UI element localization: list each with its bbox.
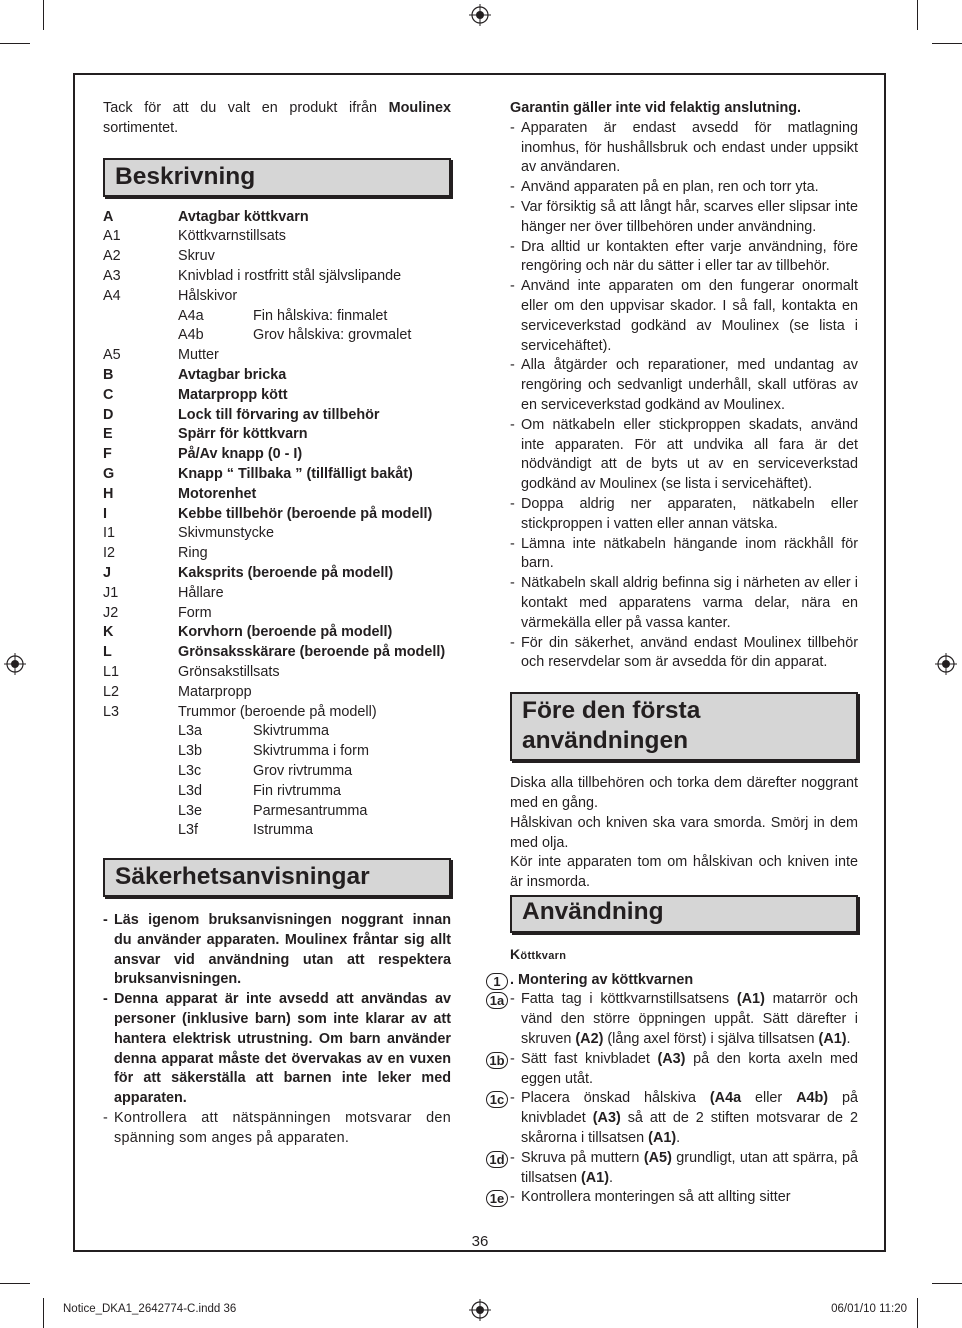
garanti-item: - Nätkabeln skall aldrig befinna sig i närheten av eller i kontakt med apparatens varma delar, nära en värmekälla eller på vassa kanter. [510,575,858,631]
part-key: L3 [103,703,120,720]
steps-list [489,990,859,1208]
part-row [103,227,451,247]
part-row [103,643,451,663]
part-label: Skivtrumma [253,723,329,740]
garanti-item: - Dra alltid ur kontakten efter varje användning, före rengöring och när du sätter i eller tar av tillbehör. [510,238,858,275]
garanti-item: - Använd inte apparaten om den fungerar onormalt eller om den uppvisar skador. I så fall, kontakta en serviceverkstad godkänd av Moulinex (se lista i servicehäftet). [510,278,858,354]
safety-item: - Läs igenom bruksanvisningen noggrant innan du använder apparaten. Moulinex fråntar sig allt ansvar vid användning utan att respektera bruksanvisningen. [103,912,451,988]
part-row [103,247,451,267]
part-row [103,683,451,703]
step-1-heading: 1 . Montering av köttkvarnen [510,971,858,991]
part-row [103,287,451,307]
part-row [103,623,451,643]
part-row [103,663,451,683]
part-label: Skruv [178,248,215,265]
part-row [103,564,451,584]
crop-mark [0,1283,30,1284]
part-label: Korvhorn (beroende på modell) [178,624,393,641]
part-key: J2 [103,604,119,621]
part-label: Trummor (beroende på modell) [178,703,377,720]
registration-mark-icon [935,653,957,675]
part-row [103,703,451,723]
part-row [103,307,451,327]
part-label: Kaksprits (beroende på modell) [178,564,394,581]
part-key: A4 [103,287,121,304]
part-row [103,386,451,406]
section-title-fore: Före den första användningen [510,692,858,761]
part-key: L3b [178,743,203,760]
part-label: Grov rivtrumma [253,762,353,779]
section-title-sakerhet: Säkerhetsanvisningar [103,858,451,897]
part-label: Avtagbar bricka [178,366,287,383]
part-row [103,406,451,426]
part-label: Grönsaksskärare (beroende på modell) [178,644,446,661]
part-key: L [103,644,112,661]
part-key: L2 [103,683,120,700]
part-key: F [103,446,112,463]
part-key: A4b [178,327,204,344]
part-key: L3e [178,802,203,819]
part-label: Grönsakstillsats [178,663,280,680]
part-label: På/Av knapp (0 - I) [178,446,303,463]
part-key: I [103,505,107,522]
part-label: Avtagbar köttkvarn [178,208,309,225]
part-row [103,782,451,802]
step-badge: 1d [486,1151,508,1168]
left-column [103,99,451,1149]
part-key: B [103,366,114,383]
part-key: A3 [103,267,121,284]
part-row [103,465,451,485]
step-badge: 1c [486,1091,508,1108]
part-row [103,802,451,822]
step-item: 1e - Kontrollera monteringen så att allting sitter [510,1188,858,1208]
part-key: A [103,208,114,225]
garanti-item: - För din säkerhet, använd endast Moulinex tillbehör och reservdelar som är avsedda för din apparat. [510,634,858,671]
crop-mark [917,0,918,30]
safety-item: - Denna apparat är inte avsedd att användas av personer (inklusive barn) som inte klarar av att hantera elektrisk utrustning. Om barn använder denna apparat måste det övervakas av en vuxen för att säkerställa att barnen inte leker med apparaten. [103,991,451,1107]
part-label: Lock till förvaring av tillbehör [178,406,380,423]
fore-text: Diska alla tillbehören och torka dem därefter noggrant med en gång. Hålskivan och kniven ska vara smorda. Smörj in dem med olja. Kör inte apparaten tom om hålskivan och kniven inte är insmorda. [510,775,858,891]
part-label: Fin hålskiva: finmalet [253,307,388,324]
part-key: H [103,485,114,502]
crop-mark [932,1283,962,1284]
step-item: 1b - Sätt fast knivbladet (A3) på den korta axeln med eggen utåt. [510,1050,858,1090]
step-badge: 1a [486,992,508,1009]
part-label: Fin rivtrumma [253,782,341,799]
garanti-list [510,119,858,673]
garanti-item: - Doppa aldrig ner apparaten, nätkabeln eller stickproppen i vatten eller annan vätska. [510,495,858,532]
part-key: C [103,386,114,403]
part-row [103,584,451,604]
part-row [103,604,451,624]
part-label: Kebbe tillbehör (beroende på modell) [178,505,433,522]
part-label: Matarpropp [178,683,252,700]
garanti-item: - Om nätkabeln eller stickproppen skadats, använd inte apparaten. För att undvika all fara är det nödvändigt att de byts ut av en serviceverkstad godkänd av Moulinex (se lista i servicehäftet). [510,416,858,493]
section-title-anvandning: Användning [510,895,858,933]
part-label: Parmesantrumma [253,802,368,819]
part-key: L1 [103,663,120,680]
crop-mark [0,43,30,44]
part-row [103,762,451,782]
part-key: L3a [178,723,203,740]
crop-mark [43,0,44,30]
part-label: Motorenhet [178,485,257,502]
crop-mark [43,1298,44,1328]
part-label: Mutter [178,347,219,364]
part-row [103,346,451,366]
part-row [103,505,451,525]
part-row [103,485,451,505]
part-label: Köttkvarnstillsats [178,228,286,245]
step-item: 1a - Fatta tag i köttkvarnstillsatsens (A1) matarrör och vänd den större öppningen uppåt. Sätt därefter i skruven (A2) (lång axel först) i själva tillsatsen (A1). [510,990,858,1049]
step-badge: 1b [486,1052,508,1069]
part-label: Form [178,604,212,621]
step-badge: 1 [486,973,508,990]
garanti-item: - Lämna inte nätkabeln hängande inom räckhåll för barn. [510,535,858,572]
section-title-beskrivning: Beskrivning [103,158,451,197]
part-label: Spärr för köttkvarn [178,426,308,443]
safety-item: - Kontrollera att nätspänningen motsvarar den spänning som anges på apparaten. [103,1110,451,1146]
part-row [103,524,451,544]
part-label: Istrumma [253,822,313,839]
step-item: 1c - Placera önskad hålskiva (A4a eller A4b) på knivbladet (A3) så att de 2 stiften motsvarar de 2 skårorna i tillsatsen (A1). [510,1089,858,1148]
part-label: Ring [178,545,208,562]
part-key: E [103,426,113,443]
part-row [103,544,451,564]
parts-list [103,208,451,842]
footer-date: 06/01/10 11:20 [831,1303,907,1315]
garanti-heading: Garantin gäller inte vid felaktig anslutning. [510,100,802,116]
section-kottkvarn: Köttkvarn [510,945,567,962]
intro-text: Tack för att du valt en produkt ifrån Moulinex sortimentet. [103,100,451,136]
part-label: Grov hålskiva: grovmalet [253,327,412,344]
part-label: Hålskivor [178,287,238,304]
part-key: A4a [178,307,204,324]
part-key: L3d [178,782,203,799]
part-label: Matarpropp kött [178,386,288,403]
crop-mark [917,1298,918,1328]
part-key: J [103,564,112,581]
part-row [103,366,451,386]
part-row [103,445,451,465]
part-key: A5 [103,347,121,364]
step-badge: 1e [486,1190,508,1207]
part-row [103,425,451,445]
right-column [489,99,859,1208]
part-key: G [103,465,115,482]
part-row [103,742,451,762]
part-label: Hållare [178,584,224,601]
garanti-item: - Apparaten är endast avsedd för matlagning inomhus, för hushållsbruk och endast under uppsikt av användaren. [510,119,858,176]
part-row [103,208,451,228]
part-key: I1 [103,525,116,542]
part-row [103,267,451,287]
registration-mark-icon [4,653,26,675]
part-row [103,821,451,841]
garanti-item: - Var försiktig så att långt hår, scarves eller slipsar inte hänger ner över tillbehören under användning. [510,198,858,235]
part-label: Knivblad i rostfritt stål självslipande [178,267,402,284]
part-row [103,722,451,742]
page-number: 36 [471,1233,489,1250]
part-label: Skivmunstycke [178,525,274,542]
part-key: A1 [103,228,121,245]
part-row [103,326,451,346]
garanti-item: - Använd apparaten på en plan, ren och torr yta. [510,179,819,196]
part-key: K [103,624,114,641]
part-key: A2 [103,248,121,265]
part-key: D [103,406,114,423]
part-key: I2 [103,545,116,562]
crop-mark [932,43,962,44]
part-key: L3f [178,822,199,839]
garanti-item: - Alla åtgärder och reparationer, med undantag av rengöring och sedvanligt underhåll, skall utföras av en serviceverkstad godkänd av Moulinex. [510,357,858,413]
registration-mark-icon [469,1299,491,1321]
step-item: 1d - Skruva på muttern (A5) grundligt, utan att spärra, på tillsatsen (A1). [510,1149,858,1189]
registration-mark-icon [469,4,491,26]
footer-file: Notice_DKA1_2642774-C.indd 36 [63,1303,237,1315]
part-label: Knapp “ Tillbaka ” (tillfälligt bakåt) [178,465,413,482]
safety-list [103,911,451,1149]
part-key: L3c [178,762,202,779]
part-label: Skivtrumma i form [253,743,369,760]
part-key: J1 [103,584,119,601]
